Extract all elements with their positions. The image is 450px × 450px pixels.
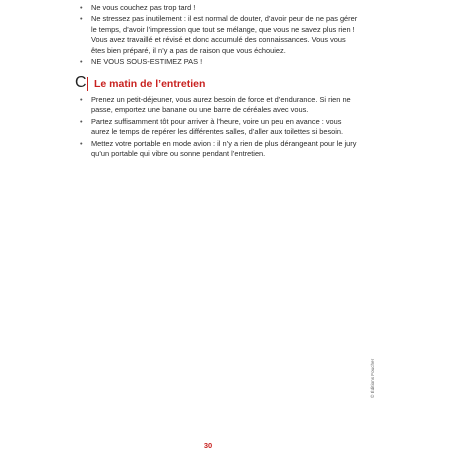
list-item: • Mettez votre portable en mode avion : il n’y a rien de plus dérangeant pour le jury qu’un portable qui vibre ou sonne pendant l’entretien. xyxy=(84,139,360,160)
list-item: • Ne stressez pas inutilement : il est normal de douter, d’avoir peur de ne pas gérer le temps, d’avoir l’impression que tout se mélange, que vous ne savez plus rien ! Vous avez travaillé et révisé et donc accumulé des connaissances. Vous vous êtes bien préparé, il n’y a pas de raison que vous échouiez. xyxy=(84,14,360,56)
list-item: • Partez suffisamment tôt pour arriver à l’heure, voire un peu en avance : vous aurez le temps de repérer les différentes salles, d’aller aux toilettes si besoin. xyxy=(84,117,360,138)
list-item: • Ne vous couchez pas trop tard ! xyxy=(84,3,360,13)
section-title: Le matin de l’entretien xyxy=(94,78,206,90)
top-bullet-list xyxy=(84,3,360,68)
list-item: • Prenez un petit-déjeuner, vous aurez besoin de force et d’endurance. Si rien ne passe, emportez une banane ou une barre de céréales avec vous. xyxy=(84,95,360,116)
list-item: • NE VOUS SOUS-ESTIMEZ PAS ! xyxy=(84,57,360,67)
section-divider-bar xyxy=(87,77,88,91)
section-letter: C xyxy=(75,74,87,91)
page-number: 30 xyxy=(203,441,213,450)
publisher-credit: © Éditions Foucher xyxy=(370,358,375,398)
main-bullet-list xyxy=(84,95,360,160)
